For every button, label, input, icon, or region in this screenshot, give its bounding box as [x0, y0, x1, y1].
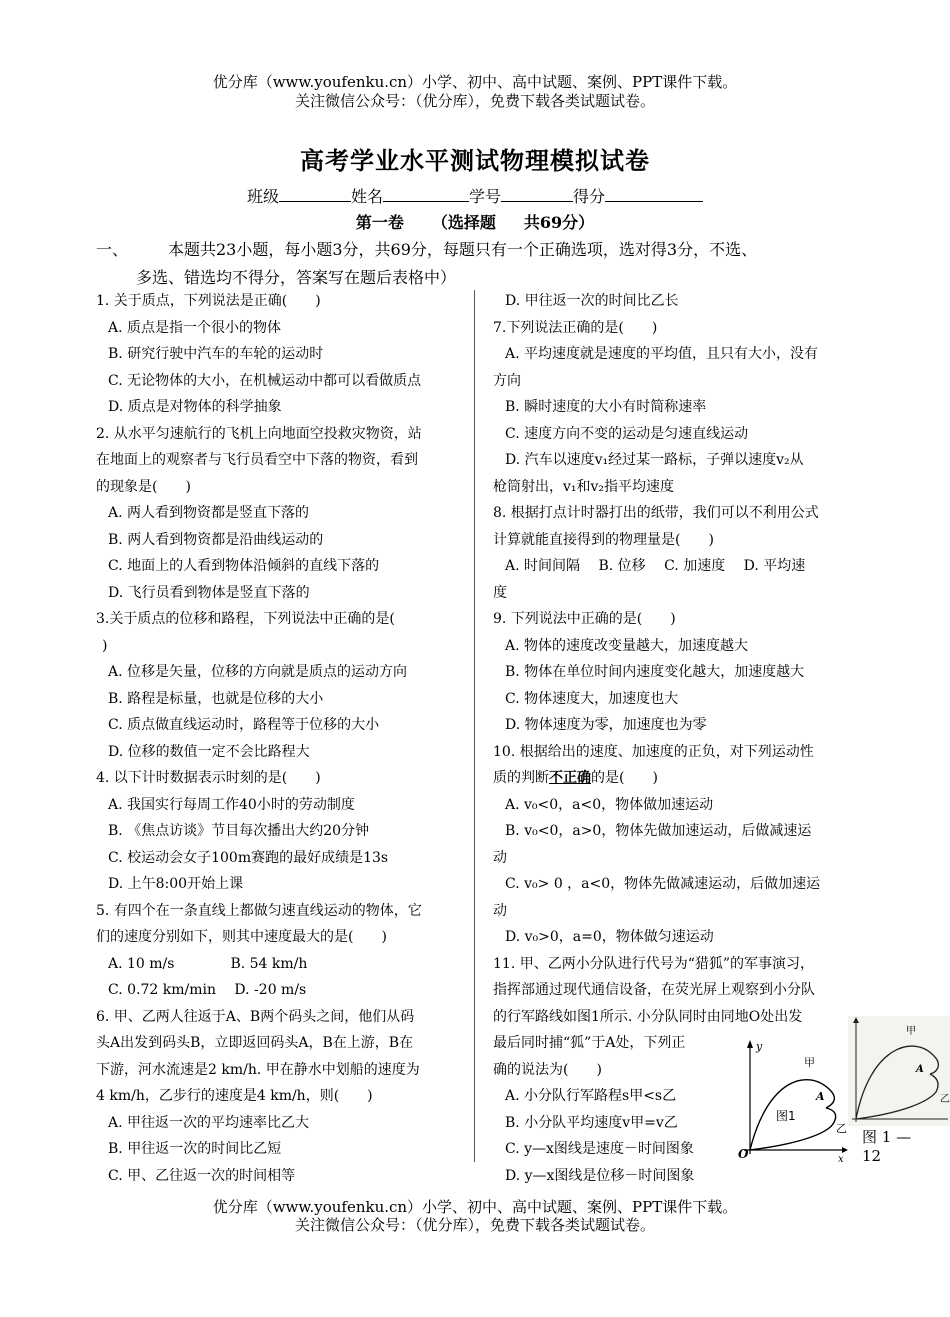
question-line: 枪筒射出，v₁和v₂指平均速度	[493, 478, 675, 495]
option-line: A. 甲往返一次的平均速率比乙大	[108, 1114, 310, 1131]
option-line: D. 物体速度为零，加速度也为零	[505, 717, 707, 733]
question-line: 指挥部通过现代通信设备，在荧光屏上观察到小分队	[493, 982, 815, 998]
figure-side-caption-line-2: 12	[862, 1147, 882, 1165]
figure-side-caption-line-1: 图 1 —	[862, 1128, 912, 1146]
question-line: 们的速度分别如下，则其中速度最大的是( )	[96, 929, 387, 945]
option-line: B. 《焦点访谈》节目每次播出大约20分钟	[108, 823, 370, 839]
section-heading	[0, 210, 950, 233]
thumb-y-arrow	[853, 1017, 859, 1023]
yi-label: 乙	[836, 1122, 847, 1135]
option-line: A. 质点是指一个很小的物体	[108, 319, 282, 336]
thumb-point-a-label: A	[916, 1064, 924, 1075]
option-line: D. 汽车以速度v₁经过某一路标，子弹以速度v₂从	[505, 452, 804, 468]
route-diagram	[738, 1038, 848, 1165]
question-line: 最后同时捕“狐”于A处，下列正	[493, 1035, 686, 1051]
q10-line-start: 质的判断	[493, 770, 549, 786]
figure-side-caption	[862, 1128, 911, 1166]
q10-line-end: 的是( )	[591, 770, 658, 786]
option-line: B. 两人看到物资都是沿曲线运动的	[108, 531, 324, 548]
name-field[interactable]	[383, 187, 469, 202]
option-line: C. y—x图线是速度－时间图象	[505, 1141, 694, 1157]
question-line: 的行军路线如图1所示. 小分队同时由同地O处出发	[493, 1008, 803, 1025]
option-line: B. 瞬时速度的大小有时简称速率	[505, 399, 707, 415]
route-diagram-thumbnail	[848, 1016, 950, 1126]
question-line: 5. 有四个在一条直线上都做匀速直线运动的物体，它	[96, 902, 422, 919]
option-line: A. 两人看到物资都是竖直下落的	[108, 505, 310, 521]
option-line: C. 质点做直线运动时，路程等于位移的大小	[108, 717, 380, 733]
instructions	[96, 236, 856, 292]
option-line: B. 甲往返一次的时间比乙短	[108, 1141, 282, 1157]
option-line: A. 小分队行军路程s甲<s乙	[505, 1088, 677, 1104]
instruction-line-1: 本题共23小题，每小题3分，共69分，每题只有一个正确选项，选对得3分，不选、	[168, 240, 758, 259]
question-line: 4. 以下计时数据表示时刻的是( )	[96, 770, 321, 786]
q10-emphasis: 不正确	[549, 770, 591, 786]
question-line: 的现象是( )	[96, 478, 191, 495]
option-line: A. 10 m/s B. 54 km/h	[108, 955, 308, 972]
option-line: D. 上午8:00开始上课	[108, 876, 244, 892]
class-field[interactable]	[279, 187, 351, 202]
option-line: C. 速度方向不变的运动是匀速直线运动	[505, 425, 749, 442]
question-line	[493, 765, 853, 792]
section-type: （选择题	[431, 213, 496, 232]
id-label: 学号	[469, 187, 502, 206]
question-line: 计算就能直接得到的物理量是( )	[493, 531, 714, 548]
thumb-jia-label: 甲	[906, 1026, 916, 1037]
score-field[interactable]	[605, 187, 703, 202]
question-line: 度	[493, 584, 507, 601]
origin-label: O	[738, 1147, 749, 1161]
question-line: 方向	[493, 372, 521, 389]
class-label: 班级	[246, 187, 279, 206]
x-axis-arrow	[842, 1147, 848, 1153]
score-label: 得分	[573, 187, 606, 206]
question-line: 头A出发到码头B，立即返回码头A，B在上游，B在	[96, 1035, 414, 1051]
option-line: A. 平均速度就是速度的平均值，且只有大小，没有	[505, 346, 819, 362]
option-line: D. 质点是对物体的科学抽象	[108, 399, 282, 415]
figure-caption: 图1	[776, 1109, 796, 1123]
question-line: )	[102, 637, 108, 654]
option-line: C. 0.72 km/min D. -20 m/s	[108, 982, 307, 998]
option-line: B. v₀<0，a>0，物体先做加速运动，后做减速运	[505, 823, 812, 839]
left-column	[96, 288, 461, 1189]
question-line: 在地面上的观察者与飞行员看空中下落的物资，看到	[96, 452, 418, 468]
question-line: 8. 根据打点计时器打出的纸带，我们可以不利用公式	[493, 505, 819, 521]
jia-label: 甲	[804, 1056, 815, 1069]
instruction-line-2: 多选、错选均不得分，答案写在题后表格中）	[136, 268, 457, 287]
instruction-number: 一、	[96, 240, 129, 259]
question-line: 9. 下列说法中正确的是( )	[493, 611, 676, 627]
question-line: 11. 甲、乙两小分队进行代号为“猎狐”的军事演习，	[493, 955, 815, 972]
question-line: 动	[493, 902, 507, 919]
question-line: 动	[493, 849, 507, 866]
name-label: 姓名	[350, 187, 383, 206]
option-line: D. v₀>0，a=0，物体做匀速运动	[505, 929, 714, 945]
footer-line-2: 关注微信公众号：（优分库），免费下载各类试题试卷。	[294, 1216, 655, 1234]
footer-line-1: 优分库（www.youfenku.cn）小学、初中、高中试题、案例、PPT课件下载。	[212, 1198, 738, 1216]
option-line: A. 我国实行每周工作40小时的劳动制度	[108, 796, 355, 813]
option-line: C. 校运动会女子100m赛跑的最好成绩是13s	[108, 849, 389, 866]
header-line-1: 优分库（www.youfenku.cn）小学、初中、高中试题、案例、PPT课件下载。	[212, 73, 738, 91]
thumb-route-jia	[856, 1046, 938, 1119]
column-divider	[474, 290, 475, 1162]
question-line: 2. 从水平匀速航行的飞机上向地面空投救灾物资，站	[96, 425, 422, 442]
question-line: 1. 关于质点，下列说法是正确( )	[96, 293, 321, 309]
student-info-row	[0, 184, 950, 207]
header-line-2: 关注微信公众号：（优分库），免费下载各类试题试卷。	[294, 92, 655, 110]
question-line: 6. 甲、乙两人往返于A、B两个码头之间，他们从码	[96, 1008, 415, 1025]
section-total: 共69分）	[523, 213, 595, 232]
question-line: 下游，河水流速是2 km/h. 甲在静水中划船的速度为	[96, 1061, 420, 1078]
question-line: 4 km/h，乙步行的速度是4 km/h，则( )	[96, 1088, 373, 1104]
option-line: C. v₀> 0 ，a<0，物体先做减速运动，后做加速运	[505, 876, 821, 892]
y-label: y	[756, 1040, 763, 1053]
option-line: A. 时间间隔 B. 位移 C. 加速度 D. 平均速	[505, 558, 806, 574]
option-line: B. 小分队平均速度v甲=v乙	[505, 1114, 678, 1131]
id-field[interactable]	[501, 187, 573, 202]
option-line: C. 地面上的人看到物体沿倾斜的直线下落的	[108, 558, 380, 574]
option-line: C. 甲、乙往返一次的时间相等	[108, 1167, 296, 1184]
option-line: D. 位移的数值一定不会比路程大	[108, 743, 310, 760]
option-line: C. 物体速度大，加速度也大	[505, 690, 679, 707]
option-line: D. 飞行员看到物体是竖直下落的	[108, 584, 310, 601]
thumb-yi-label: 乙	[940, 1094, 950, 1105]
page-title: 高考学业水平测试物理模拟试卷	[300, 146, 650, 175]
y-axis-arrow	[747, 1040, 753, 1048]
option-line: D. y—x图线是位移－时间图象	[505, 1167, 695, 1184]
option-line: A. 位移是矢量，位移的方向就是质点的运动方向	[108, 664, 408, 680]
option-line: A. 物体的速度改变量越大，加速度越大	[505, 637, 749, 654]
option-line: D. 甲往返一次的时间比乙长	[505, 293, 679, 309]
x-label: x	[838, 1154, 844, 1165]
option-line: B. 路程是标量，也就是位移的大小	[108, 690, 324, 707]
question-line: 3.关于质点的位移和路程，下列说法中正确的是(	[96, 611, 395, 627]
option-line: B. 物体在单位时间内速度变化越大，加速度越大	[505, 664, 805, 680]
option-line: C. 无论物体的大小，在机械运动中都可以看做质点	[108, 372, 422, 389]
question-line: 10. 根据给出的速度、加速度的正负，对下列运动性	[493, 743, 814, 760]
point-a-label: A	[816, 1090, 825, 1103]
option-line: B. 研究行驶中汽车的车轮的运动时	[108, 346, 324, 362]
question-line: 确的说法为( )	[493, 1061, 602, 1078]
section-part: 第一卷	[355, 213, 404, 232]
question-line: 7.下列说法正确的是( )	[493, 319, 658, 336]
option-line: A. v₀<0，a<0，物体做加速运动	[505, 796, 714, 813]
